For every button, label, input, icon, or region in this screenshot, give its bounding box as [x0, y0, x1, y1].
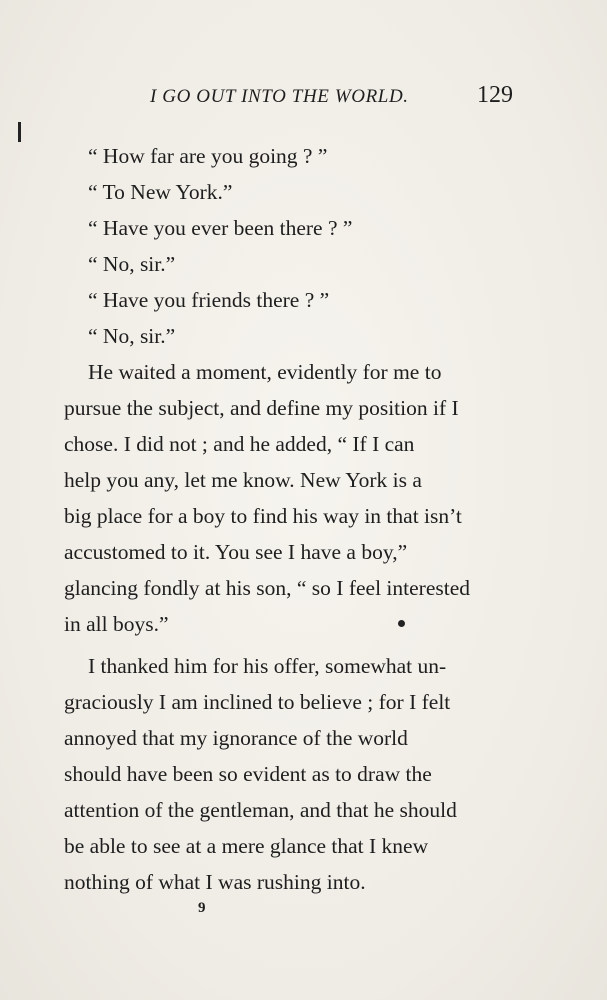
dialogue-line: “ How far are you going ? ”	[88, 144, 328, 168]
paragraph-1	[64, 354, 514, 642]
dialogue-line: “ To New York.”	[88, 180, 233, 204]
paragraph-line: be able to see at a mere glance that I knew	[64, 834, 429, 858]
dialogue-line: “ No, sir.”	[88, 324, 176, 348]
paragraph-2	[64, 648, 514, 900]
paragraph-line: nothing of what I was rushing into.	[64, 870, 366, 894]
paragraph-line: big place for a boy to find his way in that isn’t	[64, 504, 462, 528]
dialogue-line: “ Have you friends there ? ”	[88, 288, 330, 312]
paragraph-line: attention of the gentleman, and that he should	[64, 798, 457, 822]
paragraph-line: pursue the subject, and define my position if I	[64, 396, 459, 420]
page-body	[64, 138, 514, 900]
dialogue-line: “ No, sir.”	[88, 252, 176, 276]
paragraph-line: should have been so evident as to draw the	[64, 762, 432, 786]
signature-mark: 9	[198, 900, 206, 916]
paragraph-line: He waited a moment, evidently for me to	[88, 360, 442, 384]
dialogue-line: “ Have you ever been there ? ”	[88, 216, 353, 240]
page-number: 129	[477, 82, 513, 108]
page-header	[64, 82, 513, 116]
dialogue-block	[64, 138, 514, 354]
paragraph-line: in all boys.”	[64, 612, 169, 636]
paragraph-line: chose. I did not ; and he added, “ If I can	[64, 432, 415, 456]
paragraph-line: glancing fondly at his son, “ so I feel interested	[64, 576, 471, 600]
paragraph-line: I thanked him for his offer, somewhat un-	[88, 654, 447, 678]
running-title: I GO OUT INTO THE WORLD.	[150, 86, 409, 107]
print-speck	[398, 620, 405, 627]
print-speck	[18, 122, 21, 142]
paragraph-line: annoyed that my ignorance of the world	[64, 726, 408, 750]
paragraph-line: accustomed to it. You see I have a boy,”	[64, 540, 408, 564]
paragraph-line: help you any, let me know. New York is a	[64, 468, 422, 492]
paragraph-line: graciously I am inclined to believe ; for I felt	[64, 690, 451, 714]
